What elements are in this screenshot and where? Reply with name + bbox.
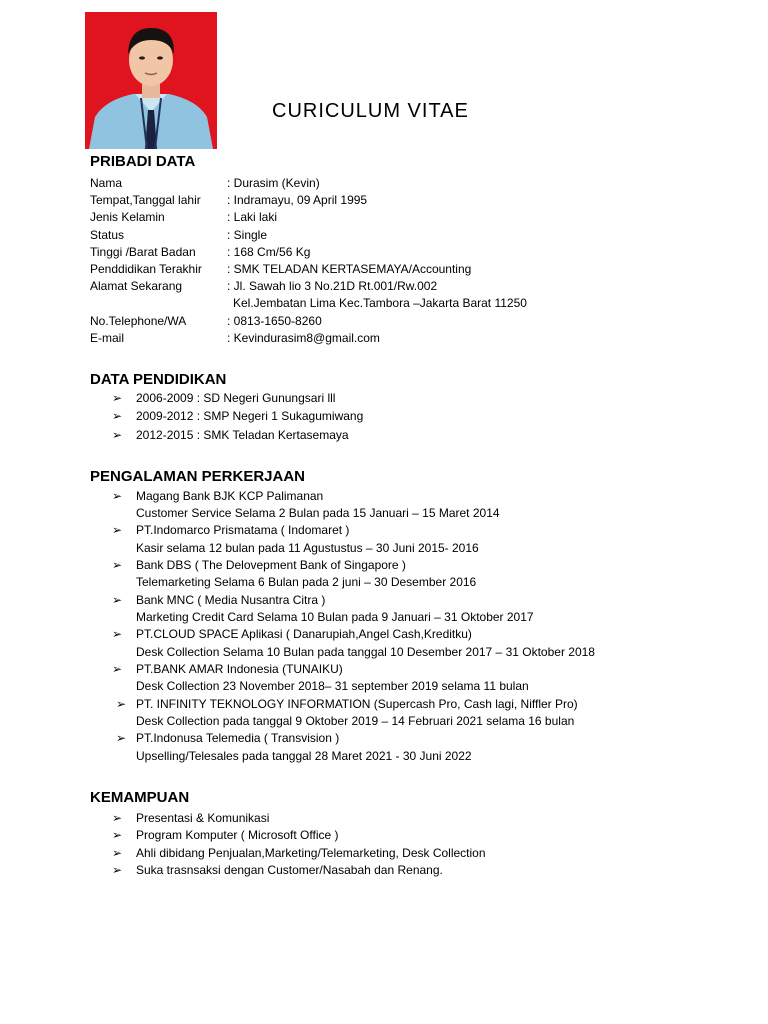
experience-company: PT.Indomarco Prismatama ( Indomaret ) <box>136 523 350 537</box>
experience-detail: Desk Collection 23 November 2018– 31 september 2019 selama 11 bulan <box>136 679 529 693</box>
row-label: Tempat,Tanggal lahir <box>90 193 201 207</box>
row-label: Tinggi /Barat Badan <box>90 245 196 259</box>
row-value: : 168 Cm/56 Kg <box>227 245 311 259</box>
arrow-bullet-icon: ➢ <box>112 846 123 860</box>
arrow-bullet-icon: ➢ <box>116 731 127 745</box>
personal-row <box>90 192 367 208</box>
experience-company: PT. INFINITY TEKNOLOGY INFORMATION (Supercash Pro, Cash lagi, Niffler Pro) <box>136 697 578 711</box>
experience-detail: Kasir selama 12 bulan pada 11 Agustustus – 30 Juni 2015- 2016 <box>136 541 479 555</box>
arrow-bullet-icon: ➢ <box>112 391 123 405</box>
arrow-bullet-icon: ➢ <box>116 697 127 711</box>
personal-row <box>90 227 267 243</box>
education-item: 2012-2015 : SMK Teladan Kertasemaya <box>136 428 349 442</box>
education-item: 2006-2009 : SD Negeri Gunungsari lll <box>136 391 336 405</box>
experience-company: Bank MNC ( Media Nusantra Citra ) <box>136 593 326 607</box>
row-label: Status <box>90 228 125 242</box>
row-label: Penddidikan Terakhir <box>90 262 202 276</box>
document-title: CURICULUM VITAE <box>272 100 469 122</box>
experience-detail: Desk Collection pada tanggal 9 Oktober 2019 – 14 Februari 2021 selama 16 bulan <box>136 714 575 728</box>
row-label: No.Telephone/WA <box>90 314 187 328</box>
experience-company: PT.CLOUD SPACE Aplikasi ( Danarupiah,Angel Cash,Kreditku) <box>136 627 472 641</box>
section-heading-skills: KEMAMPUAN <box>90 789 190 806</box>
skill-item: Ahli dibidang Penjualan,Marketing/Telemarketing, Desk Collection <box>136 846 486 860</box>
arrow-bullet-icon: ➢ <box>112 863 123 877</box>
experience-detail: Marketing Credit Card Selama 10 Bulan pada 9 Januari – 31 Oktober 2017 <box>136 610 534 624</box>
experience-company: Bank DBS ( The Delovepment Bank of Singapore ) <box>136 558 406 572</box>
experience-detail: Upselling/Telesales pada tanggal 28 Maret 2021 - 30 Juni 2022 <box>136 749 472 763</box>
row-value: : SMK TELADAN KERTASEMAYA/Accounting <box>227 262 472 276</box>
section-heading-education: DATA PENDIDIKAN <box>90 371 227 388</box>
experience-detail: Customer Service Selama 2 Bulan pada 15 Januari – 15 Maret 2014 <box>136 506 500 520</box>
arrow-bullet-icon: ➢ <box>112 811 123 825</box>
arrow-bullet-icon: ➢ <box>112 627 123 641</box>
education-item: 2009-2012 : SMP Negeri 1 Sukagumiwang <box>136 409 364 423</box>
personal-row <box>90 330 380 346</box>
row-value: : Single <box>227 228 268 242</box>
row-value: : Kevindurasim8@gmail.com <box>227 331 380 345</box>
profile-photo <box>85 12 217 149</box>
person-portrait-icon <box>85 12 217 149</box>
personal-row <box>90 278 437 294</box>
personal-row <box>90 175 320 191</box>
section-heading-personal: PRIBADI DATA <box>90 153 196 170</box>
personal-row <box>90 261 471 277</box>
experience-detail: Desk Collection Selama 10 Bulan pada tanggal 10 Desember 2017 – 31 Oktober 2018 <box>136 645 595 659</box>
experience-detail: Telemarketing Selama 6 Bulan pada 2 juni – 30 Desember 2016 <box>136 575 477 589</box>
personal-row <box>90 313 322 329</box>
skill-item: Suka trasnsaksi dengan Customer/Nasabah dan Renang. <box>136 863 443 877</box>
arrow-bullet-icon: ➢ <box>112 489 123 503</box>
experience-company: PT.BANK AMAR Indonesia (TUNAIKU) <box>136 662 343 676</box>
row-value: : 0813-1650-8260 <box>227 314 322 328</box>
arrow-bullet-icon: ➢ <box>112 593 123 607</box>
arrow-bullet-icon: ➢ <box>112 428 123 442</box>
arrow-bullet-icon: ➢ <box>112 558 123 572</box>
row-value: : Laki laki <box>227 210 278 224</box>
arrow-bullet-icon: ➢ <box>112 828 123 842</box>
arrow-bullet-icon: ➢ <box>112 662 123 676</box>
row-label: Jenis Kelamin <box>90 210 165 224</box>
personal-row <box>90 244 310 260</box>
row-label: Nama <box>90 176 123 190</box>
skill-item: Presentasi & Komunikasi <box>136 811 270 825</box>
arrow-bullet-icon: ➢ <box>112 523 123 537</box>
row-label: E-mail <box>90 331 125 345</box>
experience-company: Magang Bank BJK KCP Palimanan <box>136 489 324 503</box>
section-heading-experience: PENGALAMAN PERKERJAAN <box>90 468 306 485</box>
experience-company: PT.Indonusa Telemedia ( Transvision ) <box>136 731 340 745</box>
row-label: Alamat Sekarang <box>90 279 183 293</box>
skill-item: Program Komputer ( Microsoft Office ) <box>136 828 339 842</box>
personal-row <box>90 209 277 225</box>
address-continuation: Kel.Jembatan Lima Kec.Tambora –Jakarta Barat 11250 <box>233 296 527 310</box>
row-value: : Durasim (Kevin) <box>227 176 320 190</box>
row-value: : Jl. Sawah lio 3 No.21D Rt.001/Rw.002 <box>227 279 438 293</box>
row-value: : Indramayu, 09 April 1995 <box>227 193 368 207</box>
arrow-bullet-icon: ➢ <box>112 409 123 423</box>
